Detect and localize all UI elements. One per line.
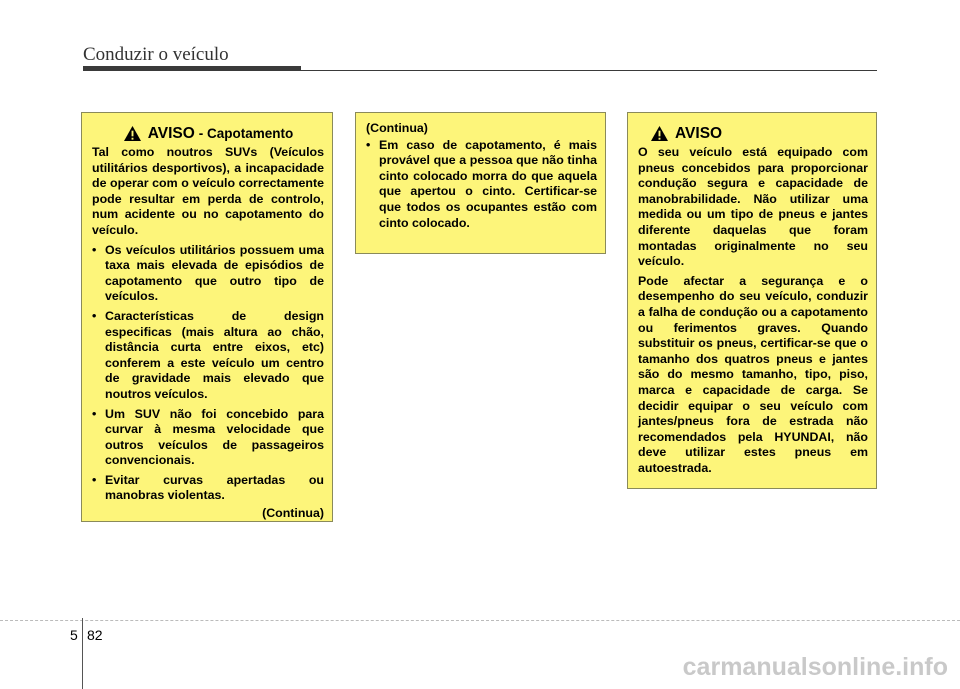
list-item: • Características de design especificas (mais altura ao chão, distância curta entre eixos, etc) conferem a este veículo um centro de gravidade mais elevado que noutros veículos. [92,309,324,403]
warning-heading [650,125,868,142]
warning-paragraph: Pode afectar a segurança e o desempenho do seu veículo, conduzir a falha de condução ou a capotamento ou ferimentos graves. Quando substituir os pneus, certificar-se que o tamanho dos quatros pneus e jantes são do mesmo tamanho, tipo, piso, marca e capacidade de carga. Se decidir equipar o seu veículo com jantes/pneus fora de estrada não recomendados pela HYUNDAI, não deve utilizar estes pneus em autoestrada. [638,273,868,475]
header-bar-thick [83,66,301,71]
list-item: • Em caso de capotamento, é mais provável que a pessoa que não tinha cinto colocado morra do que aquela que apertou o cinto. Certificar-se que todos os ocupantes estão com cinto colocado. [366,138,597,232]
list-item: • Um SUV não foi concebido para curvar à mesma velocidade que outros veículos de passageiros convencionais. [92,407,324,469]
list-item: • Os veículos utilitários possuem uma taxa mais elevada de episódios de capotamento que outro tipo de veículos. [92,243,324,305]
page-header-title: Conduzir o veículo [83,44,229,65]
watermark: carmanualsonline.info [682,653,948,681]
warning-triangle-icon [650,125,669,142]
warning-paragraph: O seu veículo está equipado com pneus concebidos para proporcionar condução segura e capacidade de manobrabilidade. Não utilizar uma medida ou um tipo de pneus e jantes diferente daquelas que foram montadas originalmente no seu veículo. [638,145,868,269]
warning-word: AVISO [675,124,723,142]
warning-subtitle: - Capotamento [198,125,294,141]
warning-bullet-list [92,243,324,505]
page-number: 82 [87,627,103,643]
warning-word: AVISO [147,124,195,142]
header-bar-thin [301,70,877,71]
footer-vertical-rule [82,618,83,689]
list-item: • Evitar curvas apertadas ou manobras violentas. [92,473,324,504]
continued-label: (Continua) [366,121,428,135]
warning-triangle-icon [123,125,142,142]
warning-box-continued [355,112,606,254]
warning-box-tyres [627,112,877,489]
warning-intro: Tal como noutros SUVs (Veículos utilitários desportivos), a incapacidade de operar com o veículo correctamente pode resultar em perda de controlo, num acidente ou no capotamento do veículo. [92,145,324,237]
continued-note: (Continua) [262,506,324,521]
chapter-number: 5 [70,627,78,643]
warning-heading [92,125,324,142]
footer-divider [0,620,960,621]
warning-box-rollover [81,112,333,522]
warning-bullet-list [366,138,597,232]
